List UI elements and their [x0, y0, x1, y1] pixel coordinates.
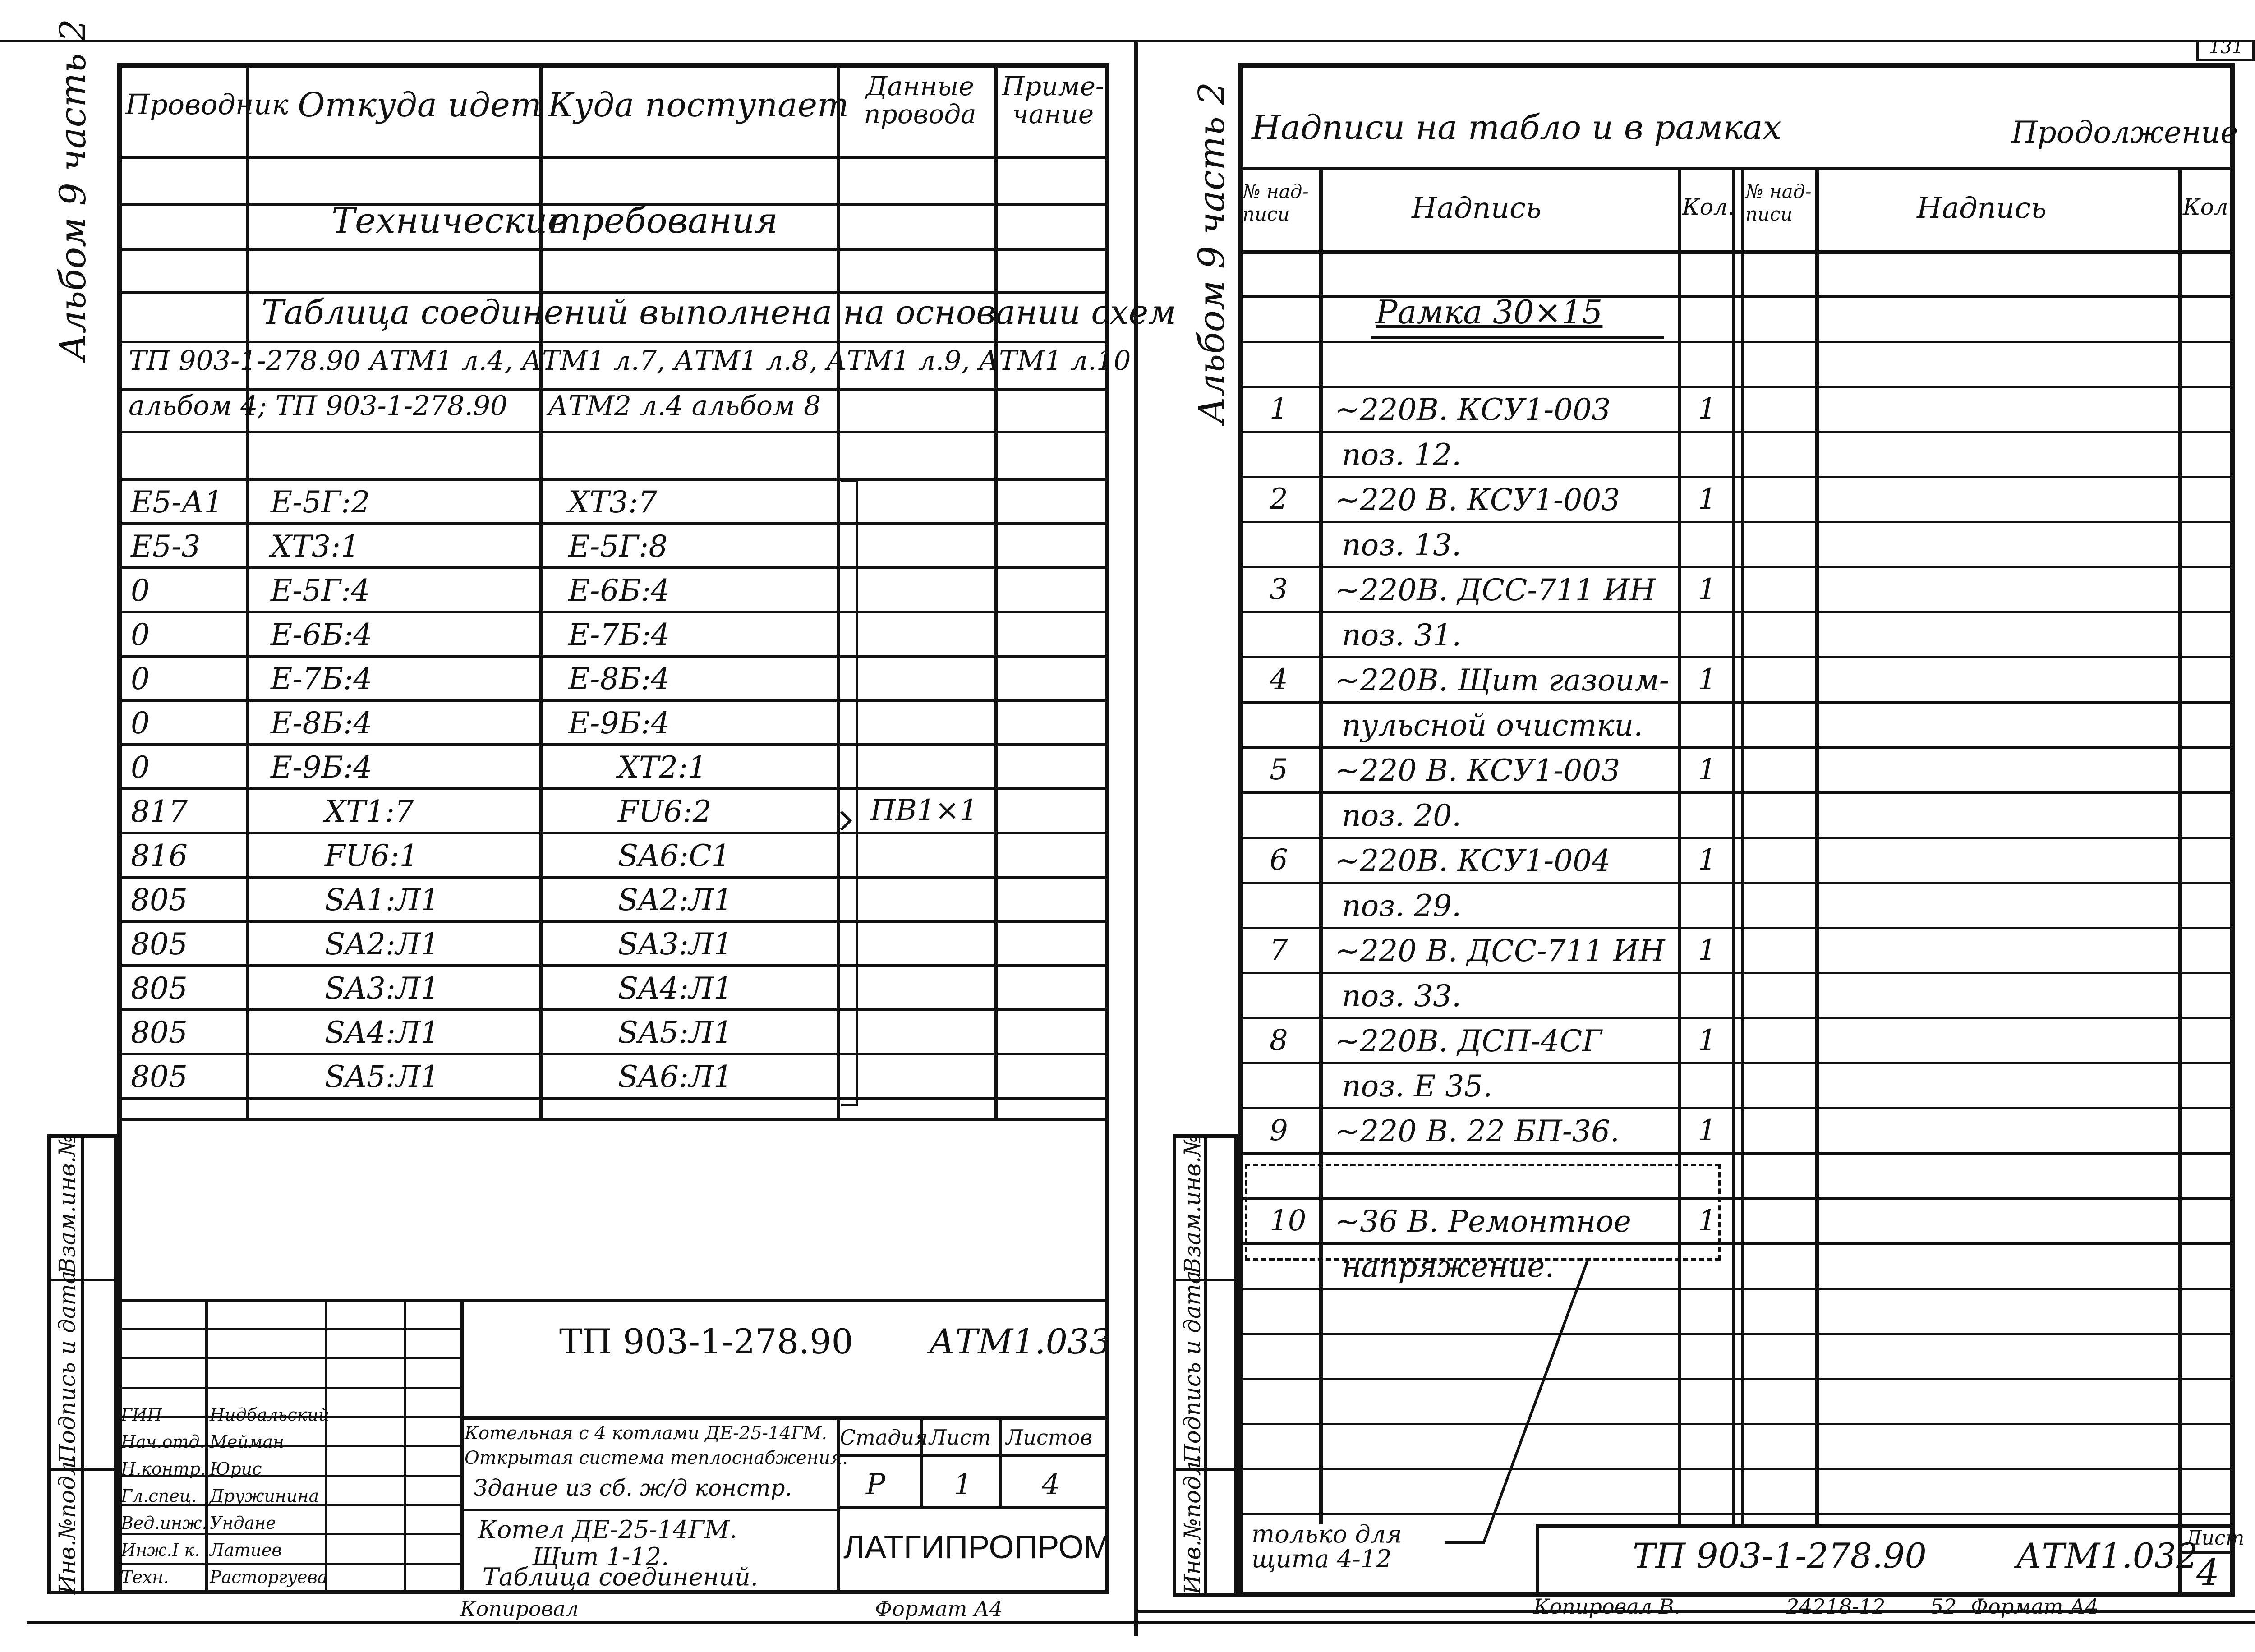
hdr-num-2: № над- писи	[1745, 180, 1812, 225]
hdr-note: Приме- чание	[1002, 71, 1104, 129]
bottom-rule	[27, 1621, 2255, 1624]
label-text-line2: пульсной очистки.	[1342, 708, 1643, 743]
hdr-num-1: № над- писи	[1243, 180, 1309, 225]
conductor-cell: Е5-А1	[131, 485, 223, 520]
from-cell: FU6:1	[325, 838, 419, 873]
left-side-label: Альбом 9 часть 2	[52, 18, 94, 361]
conductor-cell: 816	[131, 838, 188, 873]
from-cell: SA1:Л1	[325, 883, 440, 917]
top-rule	[0, 40, 2255, 42]
label-text-line1: ~36 В. Ремонтное	[1335, 1204, 1631, 1239]
from-cell: SA2:Л1	[325, 927, 440, 962]
right-sign-date: Подпись и дата	[1179, 1270, 1206, 1463]
conductor-cell: 805	[131, 971, 188, 1006]
from-cell: ХТ1:7	[325, 794, 414, 829]
label-text-line2: поз. 12.	[1342, 437, 1462, 472]
right-sheet-code: АТМ1.032	[2016, 1536, 2198, 1576]
only-for-line-2: щита 4-12	[1252, 1545, 1392, 1573]
to-cell: Е-6Б:4	[568, 573, 670, 608]
right-title: Надписи на табло и в рамках	[1252, 108, 1782, 147]
org-name: ЛАТГИПРОПРОМ	[843, 1529, 1111, 1565]
order-suffix: 52	[1930, 1594, 1957, 1619]
sheets-label: Листов	[1006, 1425, 1092, 1450]
project-line-1: Котельная с 4 котлами ДЕ-25-14ГМ.	[465, 1423, 828, 1444]
hdr-text-2: Надпись	[1917, 192, 2047, 225]
right-sheet-value: 4	[2196, 1551, 2219, 1593]
to-cell: Е-7Б:4	[568, 617, 670, 652]
label-text-line2: поз. 13.	[1342, 528, 1462, 562]
label-qty: 1	[1698, 934, 1717, 967]
continuation: Продолжение	[2011, 115, 2238, 150]
label-text-line2: поз. 29.	[1342, 888, 1462, 923]
label-num: 7	[1270, 934, 1288, 967]
conductor-cell: 805	[131, 1059, 188, 1094]
to-cell: Е-5Г:8	[568, 529, 668, 564]
conductor-cell: 0	[131, 617, 150, 652]
page-number: 131	[2209, 37, 2244, 58]
right-vzam: Взам.инв.№	[1179, 1135, 1206, 1274]
label-qty: 1	[1698, 663, 1717, 696]
label-num: 5	[1270, 753, 1288, 787]
conductor-cell: 0	[131, 750, 150, 785]
from-cell: Е-7Б:4	[271, 662, 373, 696]
left-doc-code: ТП 903-1-278.90	[559, 1321, 853, 1362]
label-num: 10	[1270, 1204, 1307, 1238]
label-text-line2: напряжение.	[1342, 1249, 1555, 1284]
title-line-3: Таблица соединений.	[483, 1563, 758, 1591]
stamp-role: Нач.отд.	[121, 1432, 205, 1452]
left-sign-date: Подпись и дата	[54, 1270, 80, 1463]
from-cell: Е-5Г:2	[271, 485, 370, 520]
label-text-line2: поз. Е 35.	[1342, 1069, 1493, 1104]
to-cell: Е-8Б:4	[568, 662, 670, 696]
stamp-role: Инж.I к.	[121, 1540, 200, 1560]
to-cell: SA6:Л1	[618, 1059, 733, 1094]
hdr-conductor: Проводник	[125, 88, 289, 121]
label-text-line1: ~220В. ДСС-711 ИН	[1335, 573, 1656, 607]
label-num: 6	[1270, 843, 1288, 877]
stamp-name: Ундане	[210, 1513, 276, 1533]
conductor-cell: 805	[131, 927, 188, 962]
stamp-name: Латиев	[210, 1540, 282, 1560]
to-cell: Е-9Б:4	[568, 706, 670, 741]
row-10-dashed-frame	[1245, 1164, 1721, 1261]
left-sheet-code: АТМ1.033	[929, 1321, 1111, 1362]
from-cell: ХТ3:1	[271, 529, 360, 564]
project-line-2: Открытая система теплоснабжения.	[465, 1448, 848, 1468]
right-copied: Копировал В.	[1533, 1594, 1681, 1619]
label-num: 8	[1270, 1024, 1288, 1057]
hdr-to: Куда поступает	[548, 86, 849, 124]
label-num: 1	[1270, 392, 1288, 426]
to-cell: FU6:2	[618, 794, 712, 829]
label-num: 2	[1270, 483, 1288, 516]
only-for-line-1: только для	[1252, 1520, 1402, 1548]
to-cell: SA3:Л1	[618, 927, 733, 962]
from-cell: Е-9Б:4	[271, 750, 373, 785]
to-cell: ХТ3:7	[568, 485, 658, 520]
conductor-cell: Е5-3	[131, 529, 201, 564]
from-cell: Е-5Г:4	[271, 573, 370, 608]
tech-req-right: требования	[548, 201, 778, 241]
label-qty: 1	[1698, 392, 1717, 426]
stamp-role: Техн.	[121, 1567, 169, 1587]
title-line-2: Щит 1-12.	[532, 1542, 669, 1571]
right-sheet-label: Лист	[2185, 1527, 2245, 1550]
sheet-label: Лист	[929, 1425, 991, 1450]
from-cell: SA3:Л1	[325, 971, 440, 1006]
label-text-line1: ~220 В. КСУ1-003	[1335, 483, 1620, 517]
right-format: Формат А4	[1971, 1594, 2099, 1619]
sheet-value: 1	[954, 1468, 972, 1501]
leader-line	[1443, 1258, 1601, 1547]
label-qty: 1	[1698, 573, 1717, 606]
stage-label: Стадия	[840, 1425, 928, 1450]
stamp-role: ГИП	[121, 1405, 162, 1425]
label-num: 4	[1270, 663, 1288, 696]
conductor-cell: 0	[131, 573, 150, 608]
basis-line-2: ТП 903-1-278.90 АТМ1 л.4, АТМ1 л.7, АТМ1 л.8, АТМ1 л.9, АТМ1 л.10	[129, 345, 1131, 377]
stamp-name: Дружинина	[210, 1486, 319, 1506]
project-line-3: Здание из сб. ж/д констр.	[474, 1475, 792, 1501]
label-text-line2: поз. 20.	[1342, 798, 1462, 833]
basis-line-1: Таблица соединений выполнена на основании схем	[262, 293, 1176, 332]
to-cell: ХТ2:1	[618, 750, 707, 785]
stamp-name: Расторгуева	[210, 1567, 328, 1587]
right-inv-podl: Инв.№подл.	[1179, 1454, 1206, 1594]
right-side-label: Альбом 9 часть 2	[1191, 82, 1233, 424]
stage-value: Р	[866, 1468, 886, 1501]
label-text-line1: ~220В. ДСП-4СГ	[1335, 1024, 1602, 1058]
label-text-line2: поз. 31.	[1342, 618, 1462, 653]
stamp-role: Вед.инж.	[121, 1513, 207, 1533]
sheets-value: 4	[1042, 1468, 1060, 1501]
stamp-name: Нидбальский	[210, 1405, 330, 1425]
to-cell: SA2:Л1	[618, 883, 733, 917]
hdr-qty-2: Кол.	[2183, 194, 2236, 220]
title-line-1: Котел ДЕ-25-14ГМ.	[478, 1515, 737, 1544]
order-number: 24218-12	[1786, 1594, 1886, 1619]
center-fold-line	[1134, 40, 1138, 1636]
label-text-line2: поз. 33.	[1342, 979, 1462, 1013]
hdr-from: Откуда идет	[298, 86, 542, 124]
to-cell: SA6:С1	[618, 838, 731, 873]
label-qty: 1	[1698, 483, 1717, 516]
conductor-cell: 805	[131, 883, 188, 917]
to-cell: SA5:Л1	[618, 1015, 733, 1050]
label-text-line1: ~220 В. ДСС-711 ИН	[1335, 934, 1665, 968]
right-doc-code: ТП 903-1-278.90	[1633, 1536, 1927, 1576]
conductor-cell: 0	[131, 706, 150, 741]
stamp-name: Юрис	[210, 1459, 262, 1479]
left-inv-podl: Инв.№подл.	[54, 1454, 80, 1594]
from-cell: SA4:Л1	[325, 1015, 440, 1050]
label-text-line1: ~220В. КСУ1-004	[1335, 843, 1611, 878]
wire-type: ПВ1×1	[870, 794, 978, 827]
conductor-cell: 817	[131, 794, 188, 829]
label-num: 3	[1270, 573, 1288, 606]
label-qty: 1	[1698, 843, 1717, 877]
from-cell: SA5:Л1	[325, 1059, 440, 1094]
label-num: 9	[1270, 1114, 1288, 1147]
from-cell: Е-6Б:4	[271, 617, 373, 652]
hdr-wire-data: Данные провода	[864, 71, 976, 129]
left-copied: Копировал	[460, 1597, 579, 1621]
hdr-qty-1: Кол.	[1682, 194, 1735, 220]
label-text-line1: ~220 В. КСУ1-003	[1335, 753, 1620, 788]
stamp-role: Н.контр.	[121, 1459, 206, 1479]
left-vzam: Взам.инв.№	[54, 1135, 80, 1274]
label-text-line1: ~220В. КСУ1-003	[1335, 392, 1611, 427]
label-qty: 1	[1698, 753, 1717, 787]
conductor-cell: 0	[131, 662, 150, 696]
from-cell: Е-8Б:4	[271, 706, 373, 741]
basis-line-3-right: АТМ2 л.4 альбом 8	[548, 390, 821, 422]
stamp-role: Гл.спец.	[121, 1486, 197, 1506]
stamp-name: Мейман	[210, 1432, 285, 1452]
label-qty: 1	[1698, 1114, 1717, 1147]
basis-line-3-left: альбом 4; ТП 903-1-278.90	[129, 390, 508, 422]
left-format: Формат А4	[875, 1597, 1003, 1621]
label-text-line1: ~220В. Щит газоим-	[1335, 663, 1670, 698]
to-cell: SA4:Л1	[618, 971, 733, 1006]
tech-req-left: Технические	[331, 201, 569, 241]
hdr-text-1: Надпись	[1412, 192, 1542, 225]
frame-label: Рамка 30×15	[1376, 293, 1603, 331]
conductor-cell: 805	[131, 1015, 188, 1050]
label-text-line1: ~220 В. 22 БП-36.	[1335, 1114, 1620, 1149]
page-number-box	[2196, 37, 2255, 61]
label-qty: 1	[1698, 1024, 1717, 1057]
label-qty: 1	[1698, 1204, 1717, 1238]
